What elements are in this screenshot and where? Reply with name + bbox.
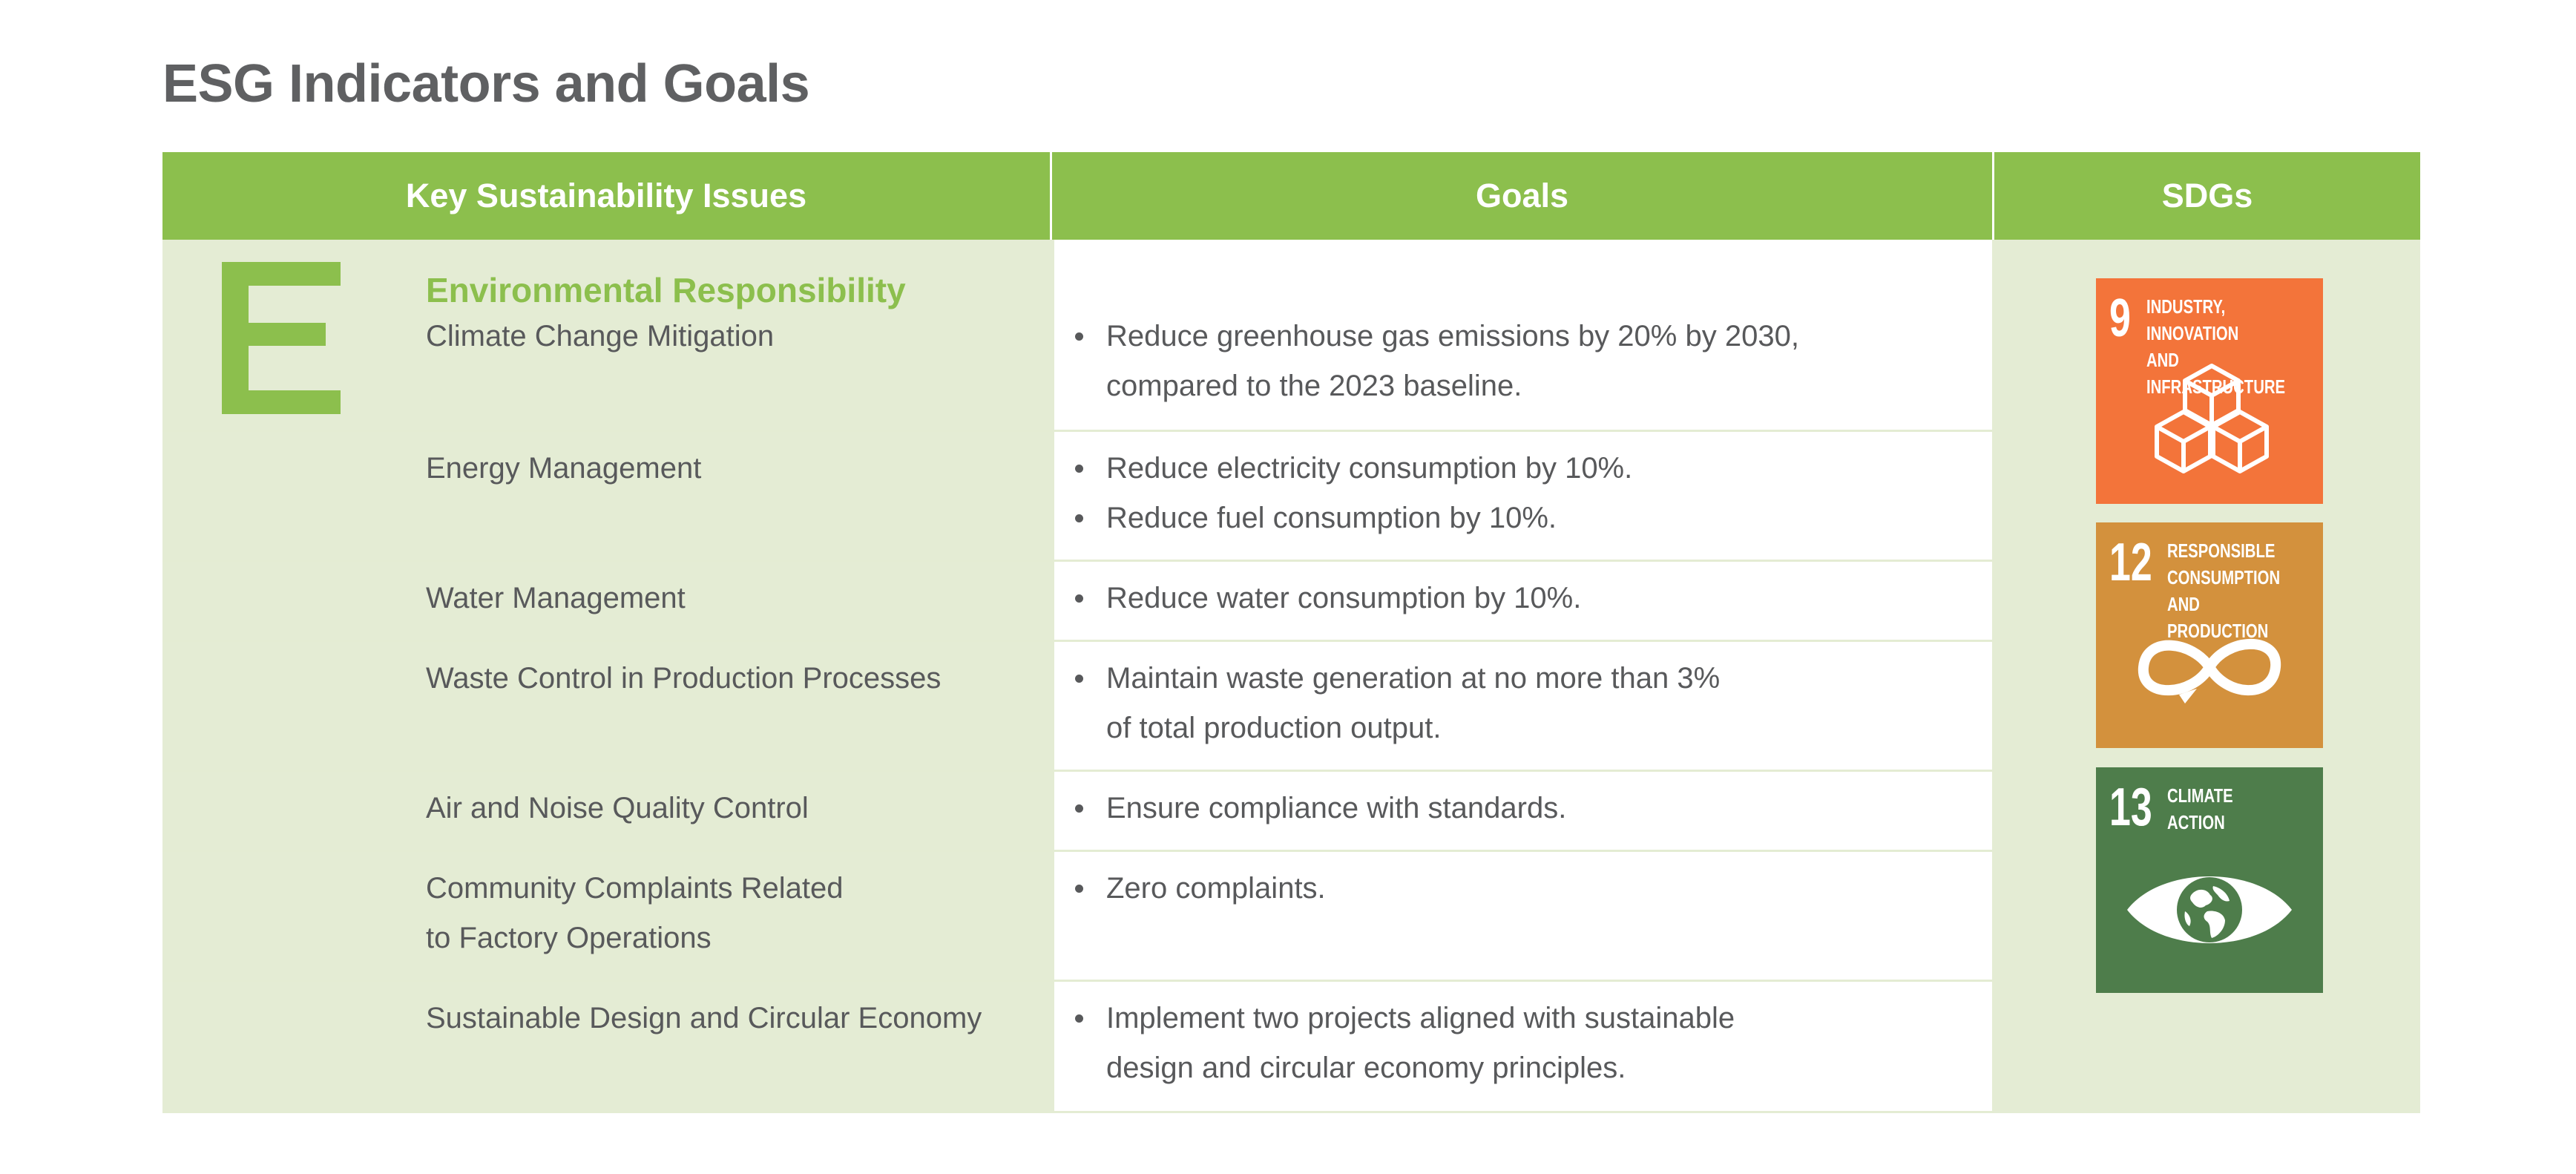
goal-cell [1052,642,1994,770]
goal-list [1054,852,1992,914]
issue-cell [162,642,1052,770]
category-heading: Environmental Responsibility [426,271,906,309]
issue-label: Energy Management [426,452,702,485]
issue-label: Waste Control in Production Processes [426,662,942,695]
goal-list [1054,982,1992,1093]
table-row [162,432,1994,562]
sdg-tile-13 [2096,767,2323,993]
sdg-label: RESPONSIBLE CONSUMPTION AND PRODUCTION [2167,540,2281,642]
table-body [162,240,2420,1113]
issue-label: Sustainable Design and Circular Economy [426,1002,982,1034]
cubes-icon [2152,360,2271,482]
header-sdgs: SDGs [2161,177,2253,214]
goal-item: Maintain waste generation at no more than 3% of total production output. [1054,654,1992,753]
header-key-issues: Key Sustainability Issues [162,152,1052,240]
goal-item: Zero complaints. [1054,864,1992,914]
goal-cell [1052,562,1994,640]
issue-cell [162,562,1052,640]
goal-cell [1052,852,1994,980]
page-title: ESG Indicators and Goals [162,54,810,114]
sdg-number: 13 [2109,778,2152,837]
sdg-number: 9 [2109,289,2131,348]
table-row [162,772,1994,852]
issue-label: Climate Change Mitigation [426,320,775,352]
sdg-tile-12 [2096,522,2323,748]
goal-list [1054,772,1992,833]
goal-cell [1052,982,1994,1111]
table-row [162,562,1994,642]
issue-label: Water Management [426,582,686,614]
table-row [162,240,1994,432]
goal-list [1054,240,1992,411]
issue-cell [162,432,1052,560]
issue-label: Community Complaints Related to Factory Operations [426,872,844,954]
goal-cell [1052,240,1994,430]
eye-globe-icon [2124,865,2295,954]
sdg-tile-9 [2096,278,2323,504]
goal-item: Implement two projects aligned with sustainable design and circular economy principles. [1054,994,1992,1093]
table-row [162,852,1994,982]
issue-cell [162,240,1052,430]
esg-table [162,152,2420,1113]
header-goals: Goals [1052,152,1994,240]
category-letter-e-icon [222,262,341,414]
rows-column [162,240,1994,1113]
goal-list [1054,432,1992,543]
infinity-icon [2133,626,2286,708]
sdg-column [1994,240,2420,1113]
goal-cell [1052,432,1994,560]
issue-cell [162,852,1052,980]
table-row [162,982,1994,1113]
goal-list [1054,562,1992,623]
sdg-number: 12 [2109,533,2152,592]
issue-cell [162,982,1052,1111]
table-row [162,642,1994,772]
goal-list [1054,642,1992,753]
table-header [162,152,2420,240]
goal-item: Ensure compliance with standards. [1054,784,1992,833]
goal-item: Reduce greenhouse gas emissions by 20% by 2030, compared to the 2023 baseline. [1054,312,1992,411]
sdg-label: INDUSTRY, INNOVATION AND INFRASTRUCTURE [2146,295,2286,398]
goal-item: Reduce fuel consumption by 10%. [1054,493,1992,543]
issue-cell [162,772,1052,850]
issue-label: Air and Noise Quality Control [426,792,809,824]
goal-cell [1052,772,1994,850]
goal-item: Reduce electricity consumption by 10%. [1054,444,1992,493]
sdg-label: CLIMATE ACTION [2167,784,2233,833]
goal-item: Reduce water consumption by 10%. [1054,574,1992,623]
